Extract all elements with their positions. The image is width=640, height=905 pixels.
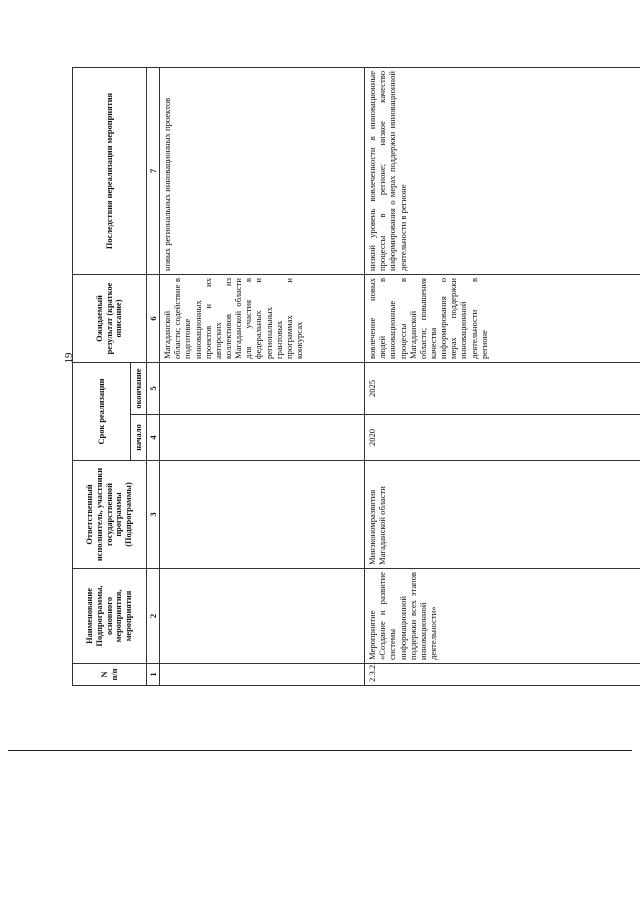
row-num: [160, 664, 365, 686]
column-number: 6: [147, 274, 160, 362]
row-start: 2020: [365, 415, 640, 461]
rotated-table-container: [72, 68, 640, 686]
column-number: 7: [147, 67, 160, 274]
row-name: Мероприятие «Создание и развитие системы информационной поддержки всех этапов инновационной деятельности»: [365, 569, 640, 664]
table-row: [365, 67, 640, 685]
row-start: [160, 415, 365, 461]
header-start: начало: [131, 415, 147, 461]
header-num: N п/п: [73, 664, 147, 686]
row-consequences: низкий уровень вовлеченности в инновационные процессы в регионе; низкое качество информирования о мерах поддержки инновационной деятельности в регионе: [365, 67, 640, 274]
column-number-row: [147, 67, 160, 685]
row-num: 2.3.2.: [365, 664, 640, 686]
column-number: 2: [147, 569, 160, 664]
row-result: Магаданской области; содействие в подготовке инновационных проектов и их авторских коллективов из Магаданской области для участия в федеральных и региональных грантовых программах и конкурсах: [160, 274, 365, 362]
row-end: [160, 362, 365, 414]
row-name: [160, 569, 365, 664]
program-activities-table: [72, 67, 640, 686]
column-number: 3: [147, 461, 160, 569]
row-consequences: новых региональных инновационных проектов: [160, 67, 365, 274]
header-result: Ожидаемый результат (краткое описание): [73, 274, 147, 362]
header-period: Срок реализации: [73, 362, 131, 460]
column-number: 5: [147, 362, 160, 414]
table-row: [160, 67, 365, 685]
header-name: Наименование Подпрограммы, основного мероприятия, мероприятия: [73, 569, 147, 664]
row-executor: [160, 461, 365, 569]
header-executor: Ответственный исполнитель, участники государственной программы (Подпрограммы): [73, 461, 147, 569]
row-end: 2025: [365, 362, 640, 414]
header-end: окончание: [131, 362, 147, 414]
header-row: [73, 67, 131, 685]
page-number: 19: [63, 352, 75, 364]
column-number: 1: [147, 664, 160, 686]
row-result: вовлечение новых людей в инновационные процессы в Магаданской области; повышения качества информирования о мерах поддержки инновационной деятельности в регионе: [365, 274, 640, 362]
header-consequences: Последствия нереализации мероприятия: [73, 67, 147, 274]
page-divider-line: [8, 750, 632, 751]
column-number: 4: [147, 415, 160, 461]
row-executor: Минэкономразвития Магаданской области: [365, 461, 640, 569]
